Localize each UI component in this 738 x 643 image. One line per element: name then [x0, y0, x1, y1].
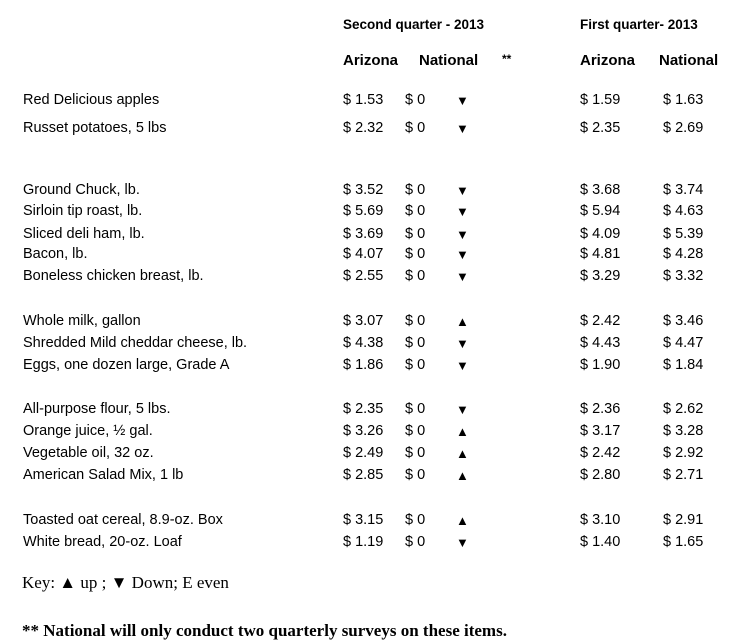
- trend-arrow-icon: ▼: [456, 183, 469, 198]
- trend-arrow-icon: ▼: [456, 535, 469, 550]
- table-row: [0, 226, 738, 246]
- q1-arizona-price: $ 4.43: [580, 335, 621, 351]
- table-row: [0, 512, 738, 532]
- item-name: All-purpose flour, 5 lbs.: [23, 401, 171, 417]
- table-row: [0, 401, 738, 421]
- item-name: American Salad Mix, 1 lb: [23, 467, 184, 483]
- q2-arizona-price: $ 3.15: [343, 512, 384, 528]
- item-name: Ground Chuck, lb.: [23, 182, 140, 198]
- table-row: [0, 268, 738, 288]
- item-name: Boneless chicken breast, lb.: [23, 268, 204, 284]
- q1-arizona-price: $ 2.36: [580, 401, 621, 417]
- q2-national-price: $ 0: [405, 268, 426, 284]
- q1-arizona-header: Arizona: [580, 52, 636, 69]
- q1-national-price: $ 2.62: [663, 401, 704, 417]
- q1-national-price: $ 2.91: [663, 512, 704, 528]
- trend-arrow-icon: ▼: [456, 402, 469, 417]
- q1-national-price: $ 2.92: [663, 445, 704, 461]
- table-row: [0, 335, 738, 355]
- q1-national-price: $ 4.47: [663, 335, 704, 351]
- q1-national-price: $ 4.28: [663, 246, 704, 262]
- q2-national-price: $ 0: [405, 335, 426, 351]
- trend-arrow-icon: ▲: [456, 446, 469, 461]
- trend-arrow-icon: ▲: [456, 468, 469, 483]
- q1-national-header: National: [659, 52, 719, 69]
- q1-national-price: $ 4.63: [663, 203, 704, 219]
- q1-arizona-price: $ 2.42: [580, 445, 621, 461]
- q1-arizona-price: $ 2.42: [580, 313, 621, 329]
- q1-arizona-price: $ 1.40: [580, 534, 621, 550]
- q1-national-price: $ 3.28: [663, 423, 704, 439]
- national-footnote: ** National will only conduct two quarterly surveys on these items.: [22, 621, 507, 640]
- q2-arizona-price: $ 4.38: [343, 335, 384, 351]
- table-row: [0, 182, 738, 202]
- q2-arizona-price: $ 4.07: [343, 246, 384, 262]
- q1-arizona-price: $ 3.10: [580, 512, 621, 528]
- q1-national-price: $ 2.71: [663, 467, 704, 483]
- q1-national-price: $ 3.46: [663, 313, 704, 329]
- item-name: Bacon, lb.: [23, 246, 88, 262]
- q1-arizona-price: $ 1.90: [580, 357, 621, 373]
- second-quarter-header: Second quarter - 2013: [343, 17, 485, 32]
- item-name: Eggs, one dozen large, Grade A: [23, 357, 230, 373]
- q1-arizona-price: $ 3.17: [580, 423, 621, 439]
- q2-national-price: $ 0: [405, 512, 426, 528]
- q2-national-footnote-marker: **: [502, 52, 512, 66]
- q2-national-price: $ 0: [405, 92, 426, 108]
- q2-national-price: $ 0: [405, 226, 426, 242]
- first-quarter-header: First quarter- 2013: [580, 17, 698, 32]
- table-row: [0, 92, 738, 112]
- item-name: White bread, 20-oz. Loaf: [23, 534, 182, 550]
- trend-arrow-icon: ▼: [456, 227, 469, 242]
- q2-national-price: $ 0: [405, 120, 426, 136]
- trend-arrow-icon: ▲: [456, 314, 469, 329]
- trend-arrow-icon: ▲: [456, 513, 469, 528]
- table-row: [0, 357, 738, 377]
- trend-arrow-icon: ▼: [456, 204, 469, 219]
- trend-arrow-icon: ▼: [456, 269, 469, 284]
- q1-national-price: $ 5.39: [663, 226, 704, 242]
- q2-national-price: $ 0: [405, 182, 426, 198]
- table-row: [0, 467, 738, 487]
- q2-national-price: $ 0: [405, 313, 426, 329]
- q2-national-price: $ 0: [405, 445, 426, 461]
- table-row: [0, 534, 738, 554]
- q2-arizona-price: $ 2.35: [343, 401, 384, 417]
- trend-arrow-icon: ▼: [456, 93, 469, 108]
- q2-national-price: $ 0: [405, 401, 426, 417]
- trend-arrow-icon: ▼: [456, 358, 469, 373]
- q2-national-price: $ 0: [405, 357, 426, 373]
- q2-arizona-header: Arizona: [343, 52, 399, 69]
- q2-national-price: $ 0: [405, 203, 426, 219]
- q2-arizona-price: $ 1.19: [343, 534, 384, 550]
- q1-arizona-price: $ 2.35: [580, 120, 621, 136]
- item-name: Whole milk, gallon: [23, 313, 141, 329]
- table-row: [0, 313, 738, 333]
- trend-arrow-icon: ▲: [456, 424, 469, 439]
- q2-national-price: $ 0: [405, 534, 426, 550]
- q1-national-price: $ 1.65: [663, 534, 704, 550]
- q2-arizona-price: $ 1.53: [343, 92, 384, 108]
- table-row: [0, 445, 738, 465]
- q2-national-price: $ 0: [405, 246, 426, 262]
- q1-arizona-price: $ 3.68: [580, 182, 621, 198]
- q2-arizona-price: $ 5.69: [343, 203, 384, 219]
- table-row: [0, 423, 738, 443]
- q2-national-price: $ 0: [405, 467, 426, 483]
- q1-arizona-price: $ 4.09: [580, 226, 621, 242]
- item-name: Sirloin tip roast, lb.: [23, 203, 143, 219]
- item-name: Toasted oat cereal, 8.9-oz. Box: [23, 512, 223, 528]
- q2-arizona-price: $ 2.49: [343, 445, 384, 461]
- item-name: Red Delicious apples: [23, 92, 160, 108]
- item-name: Shredded Mild cheddar cheese, lb.: [23, 335, 248, 351]
- q2-arizona-price: $ 3.07: [343, 313, 384, 329]
- q2-arizona-price: $ 1.86: [343, 357, 384, 373]
- legend-key: Key: ▲ up ; ▼ Down; E even: [22, 573, 229, 592]
- q1-national-price: $ 3.74: [663, 182, 704, 198]
- q2-arizona-price: $ 3.26: [343, 423, 384, 439]
- q2-arizona-price: $ 3.69: [343, 226, 384, 242]
- q2-arizona-price: $ 2.55: [343, 268, 384, 284]
- q1-national-price: $ 1.84: [663, 357, 704, 373]
- q1-arizona-price: $ 5.94: [580, 203, 621, 219]
- q2-national-header: National: [419, 52, 479, 69]
- trend-arrow-icon: ▼: [456, 121, 469, 136]
- item-name: Vegetable oil, 32 oz.: [23, 445, 154, 461]
- q1-national-price: $ 1.63: [663, 92, 704, 108]
- q2-arizona-price: $ 2.32: [343, 120, 384, 136]
- q1-arizona-price: $ 1.59: [580, 92, 621, 108]
- q1-arizona-price: $ 4.81: [580, 246, 621, 262]
- trend-arrow-icon: ▼: [456, 336, 469, 351]
- q2-national-price: $ 0: [405, 423, 426, 439]
- item-name: Russet potatoes, 5 lbs: [23, 120, 167, 136]
- q2-arizona-price: $ 2.85: [343, 467, 384, 483]
- table-row: [0, 120, 738, 140]
- q1-arizona-price: $ 2.80: [580, 467, 621, 483]
- q1-national-price: $ 2.69: [663, 120, 704, 136]
- table-row: [0, 203, 738, 223]
- table-row: [0, 246, 738, 266]
- trend-arrow-icon: ▼: [456, 247, 469, 262]
- q2-arizona-price: $ 3.52: [343, 182, 384, 198]
- item-name: Sliced deli ham, lb.: [23, 226, 145, 242]
- q1-arizona-price: $ 3.29: [580, 268, 621, 284]
- item-name: Orange juice, ½ gal.: [23, 423, 153, 439]
- q1-national-price: $ 3.32: [663, 268, 704, 284]
